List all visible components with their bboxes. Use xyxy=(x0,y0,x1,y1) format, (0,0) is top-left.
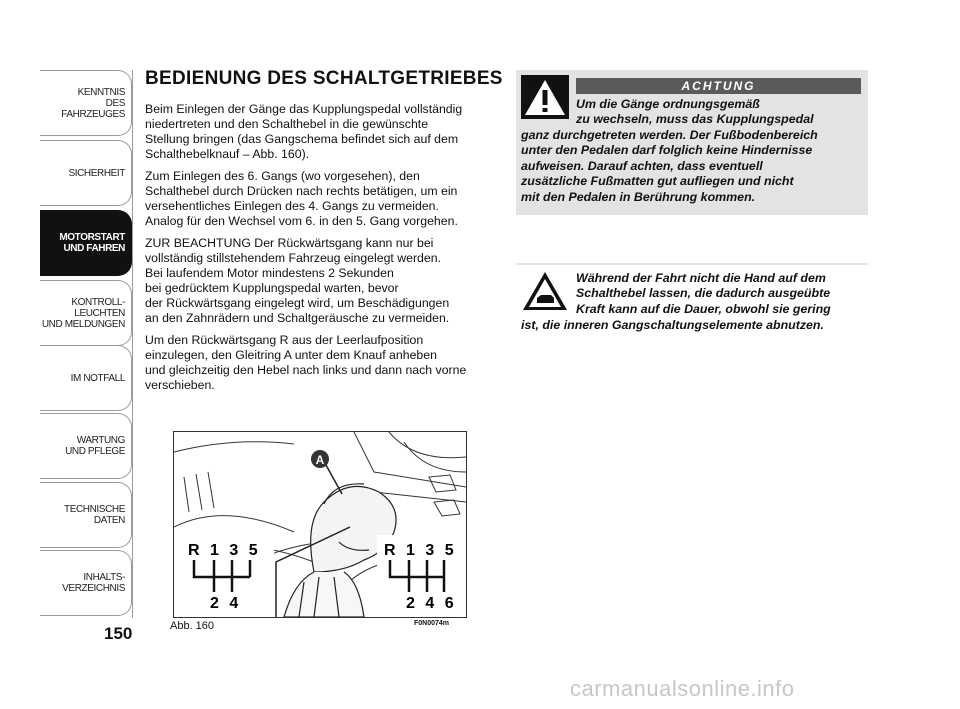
body-paragraph: Beim Einlegen der Gänge das Kupplungspedal vollständig niedertreten und den Schalthebel in die gewünschte Stellung bringen (das Gangschema befindet sich auf dem Schalthebelknauf – Abb. 160). xyxy=(145,102,463,161)
tab-wartung[interactable]: WARTUNG UND PFLEGE xyxy=(40,413,132,479)
figure-caption: Abb. 160 xyxy=(170,620,215,632)
tab-kenntnis[interactable]: KENNTNIS DES FAHRZEUGES xyxy=(40,70,132,136)
gearshift-drawing xyxy=(174,432,466,617)
tab-technische-daten[interactable]: TECHNISCHE DATEN xyxy=(40,482,132,548)
schema-6-bottom-label: 2 4 6 xyxy=(406,595,457,612)
sidebar-divider xyxy=(132,70,133,618)
gearshift-illustration xyxy=(173,431,467,618)
schema-5-top-label: R 1 3 5 xyxy=(188,542,261,559)
schema-5-bottom-label: 2 4 xyxy=(210,595,242,612)
environment-note-icon xyxy=(521,270,569,312)
figure-code: F0N0074m xyxy=(414,620,450,627)
tab-sicherheit[interactable]: SICHERHEIT xyxy=(40,140,132,206)
warning-text-indented: Um die Gänge ordnungsgemäß zu wechseln, muss das Kupplungspedal xyxy=(576,97,814,127)
warning-triangle-icon xyxy=(521,75,569,119)
tab-notfall[interactable]: IM NOTFALL xyxy=(40,345,132,411)
page-title: BEDIENUNG DES SCHALTGETRIEBES xyxy=(145,68,503,89)
achtung-heading: ACHTUNG xyxy=(576,78,861,94)
body-paragraph: Zum Einlegen des 6. Gangs (wo vorgesehen), den Schalthebel durch Drücken nach rechts betätigen, um ein versehentliches Einlegen des 4. Gangs zu vermeiden. Analog für den Wechsel vom 6. in den 5. Gang vorgehen. xyxy=(145,169,458,228)
main-content xyxy=(145,68,503,400)
tab-motorstart[interactable]: MOTORSTART UND FAHREN xyxy=(40,210,132,276)
schema-6-top-label: R 1 3 5 xyxy=(384,542,457,559)
callout-a: A xyxy=(315,453,325,467)
note-divider xyxy=(516,263,868,265)
page-number: 150 xyxy=(104,624,133,643)
tab-kontrollleuchten[interactable]: KONTROLL- LEUCHTEN UND MELDUNGEN xyxy=(40,280,132,346)
warning-text: ganz durchgetreten werden. Der Fußbodenbereich unter den Pedalen darf folglich keine Hindernisse aufweisen. Darauf achten, dass eventuell zusätzliche Fußmatten gut aufliegen und nicht mit den Pedalen in Berührung kommen. xyxy=(521,128,818,204)
body-paragraph: Um den Rückwärtsgang R aus der Leerlaufposition einzulegen, den Gleitring A unter dem Knauf anheben und gleichzeitig den Hebel nach links und dann nach vorne verschieben. xyxy=(145,333,467,392)
watermark-text: carmanualsonline.info xyxy=(570,676,795,701)
body-paragraph: ZUR BEACHTUNG Der Rückwärtsgang kann nur bei vollständig stillstehendem Fahrzeug eingelegt werden. Bei laufendem Motor mindestens 2 Sekunden bei gedrücktem Kupplungspedal warten, bevor der Rückwärtsgang eingelegt wird, um Beschädigungen an den Zahnrädern und Schaltgeräusche zu vermeiden. xyxy=(145,236,450,325)
note-text-indented: Während der Fahrt nicht die Hand auf dem Schalthebel lassen, die dadurch ausgeübte Kraft kann auf die Dauer, obwohl sie gering xyxy=(576,271,831,316)
tab-inhaltsverzeichnis[interactable]: INHALTS- VERZEICHNIS xyxy=(40,550,132,616)
note-text: ist, die inneren Gangschaltungselemente abnutzen. xyxy=(521,318,824,332)
